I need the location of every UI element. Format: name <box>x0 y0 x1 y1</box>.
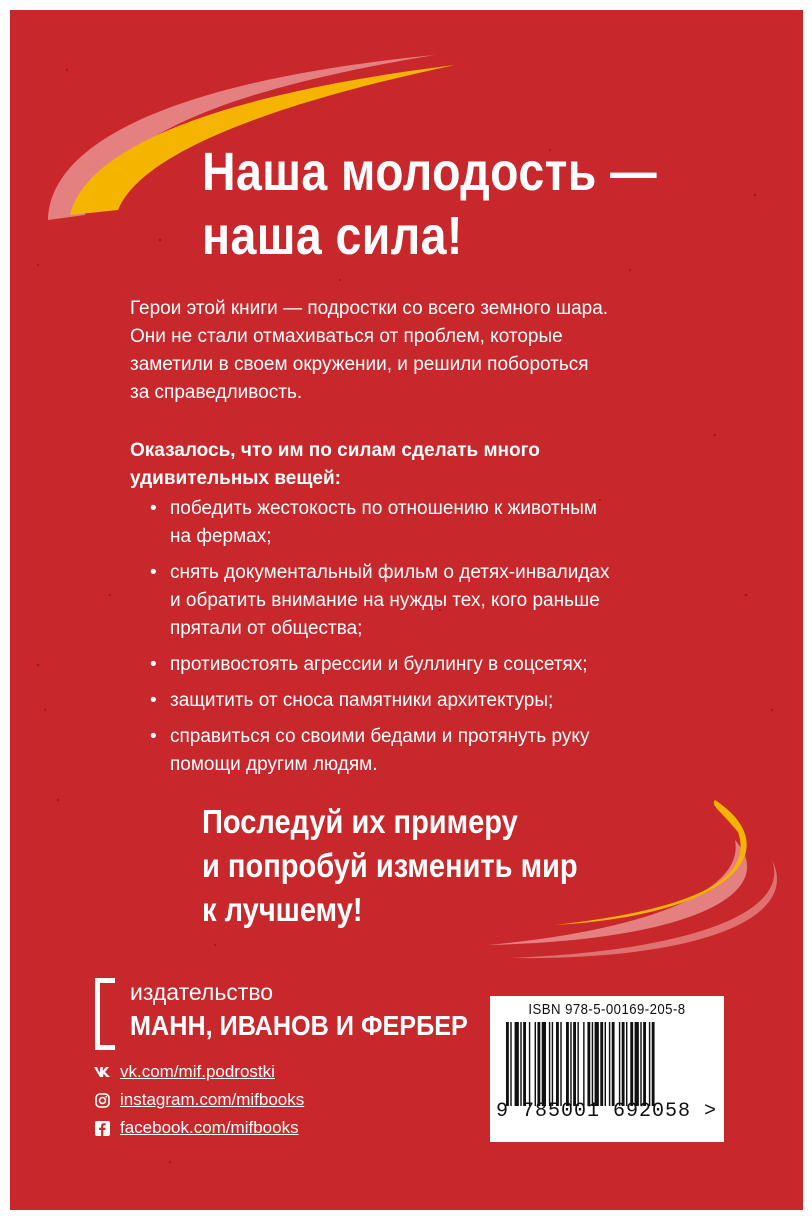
barcode-bar <box>573 1022 576 1106</box>
barcode-bar <box>609 1022 610 1106</box>
barcode-bar <box>595 1022 599 1106</box>
intro-line: Герои этой книги — подростки со всего земного шара. <box>130 298 609 319</box>
cta-line: к лучшему! <box>202 891 363 928</box>
barcode-bar <box>529 1022 530 1106</box>
bullet-mark: • <box>150 654 157 675</box>
list-item <box>142 495 730 551</box>
barcode-bar <box>605 1022 606 1106</box>
barcode-bar <box>537 1022 540 1106</box>
bullet-mark: • <box>150 690 157 711</box>
publisher-prefix: издательство <box>130 979 274 1005</box>
barcode-bar <box>566 1022 569 1106</box>
list-item <box>142 651 730 679</box>
barcode-bar <box>592 1022 593 1106</box>
vk-link[interactable]: vk.com/mif.podrostki <box>120 1062 275 1081</box>
isbn-barcode-box <box>490 996 724 1142</box>
isbn-digits: 9 785001 692058 > <box>496 1100 718 1123</box>
barcode-bar <box>535 1022 536 1106</box>
barcode-bar <box>587 1022 590 1106</box>
instagram-link[interactable]: instagram.com/mifbooks <box>120 1090 305 1109</box>
headline-line-1: Наша молодость — <box>202 142 657 202</box>
barcode-bar <box>510 1022 511 1106</box>
headline-line-2: наша сила! <box>202 206 463 266</box>
barcode-bar <box>556 1022 559 1106</box>
facebook-icon <box>94 1120 110 1136</box>
list-item <box>142 559 730 643</box>
barcode-bar <box>630 1022 633 1106</box>
barcode-bar <box>643 1022 646 1106</box>
barcode-bar <box>635 1022 639 1106</box>
list-item-line: на фермах; <box>170 526 272 547</box>
isbn-label: ISBN 978-5-00169-205-8 <box>528 1001 686 1018</box>
barcode-bar <box>523 1022 526 1106</box>
barcode-bar <box>570 1022 571 1106</box>
barcode-bar <box>622 1022 625 1106</box>
social-item-facebook[interactable] <box>94 1114 304 1142</box>
barcode-bar <box>560 1022 561 1106</box>
lead-line: удивительных вещей: <box>130 468 341 489</box>
barcode-bar <box>577 1022 578 1106</box>
call-to-action <box>202 800 578 932</box>
facebook-link[interactable]: facebook.com/mifbooks <box>120 1118 299 1137</box>
bullet-mark: • <box>150 498 157 519</box>
barcode-bar <box>552 1022 553 1106</box>
lead-line: Оказалось, что им по силам сделать много <box>130 440 540 461</box>
list-item-line: снять документальный фильм о детях-инвалидах <box>170 562 610 583</box>
book-back-cover <box>10 10 803 1210</box>
barcode-bar <box>600 1022 603 1106</box>
barcode <box>506 1022 706 1106</box>
barcode-bar <box>549 1022 550 1106</box>
list-item-line: победить жестокость по отношению к животным <box>170 498 597 519</box>
barcode-bar <box>520 1022 521 1106</box>
intro-paragraph <box>130 295 730 407</box>
barcode-bar <box>649 1022 650 1106</box>
list-item-line: и обратить внимание на нужды тех, кого раньше <box>170 590 600 611</box>
achievements-list <box>130 495 730 779</box>
instagram-icon <box>94 1092 110 1108</box>
lead-paragraph <box>130 437 730 493</box>
barcode-bar <box>515 1022 519 1106</box>
list-item-line: справиться со своими бедами и протянуть руку <box>170 726 590 747</box>
barcode-bar <box>542 1022 546 1106</box>
social-item-instagram[interactable] <box>94 1086 304 1114</box>
barcode-bar <box>626 1022 627 1106</box>
barcode-bar <box>640 1022 641 1106</box>
intro-line: за справедливость. <box>130 382 303 403</box>
social-item-vk[interactable] <box>94 1058 304 1086</box>
vk-icon <box>94 1064 110 1080</box>
barcode-bar <box>652 1022 655 1106</box>
barcode-bar <box>619 1022 620 1106</box>
social-links <box>94 1058 304 1142</box>
barcode-bar <box>583 1022 584 1106</box>
list-item-line: помощи другим людям. <box>170 754 378 775</box>
description <box>130 295 730 787</box>
list-item <box>142 687 730 715</box>
list-item-line: защитить от сноса памятники архитектуры; <box>170 690 554 711</box>
bullet-mark: • <box>150 562 157 583</box>
publisher-name: МАНН, ИВАНОВ И ФЕРБЕР <box>130 1010 468 1041</box>
list-item-line: противостоять агрессии и буллингу в соцсетях; <box>170 654 588 675</box>
headline <box>202 140 657 268</box>
list-item <box>142 723 730 779</box>
cta-line: Последуй их примеру <box>202 803 518 840</box>
intro-line: Они не стали отмахиваться от проблем, которые <box>130 326 563 347</box>
barcode-bar <box>506 1022 509 1106</box>
cta-line: и попробуй изменить мир <box>202 847 578 884</box>
barcode-bar <box>612 1022 615 1106</box>
intro-line: заметили в своем окружении, и решили побороться <box>130 354 589 375</box>
publisher-bracket <box>95 978 115 1050</box>
bullet-mark: • <box>150 726 157 747</box>
list-item-line: прятали от общества; <box>170 618 363 639</box>
